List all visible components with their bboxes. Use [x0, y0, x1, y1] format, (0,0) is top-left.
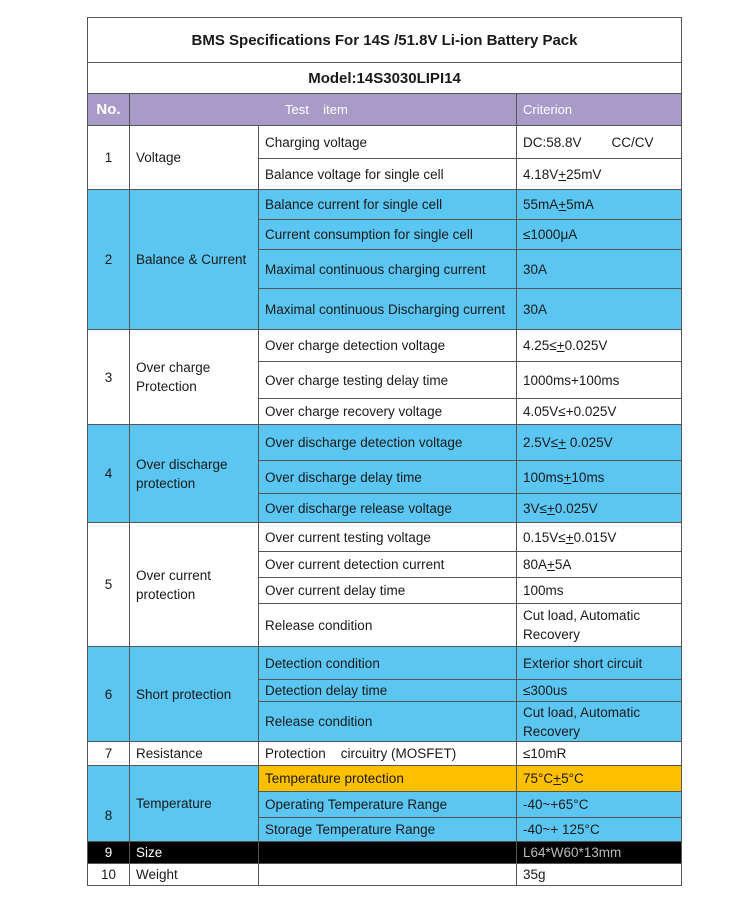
table-row [88, 523, 682, 552]
test-item: Release condition [259, 604, 517, 647]
document-title: BMS Specifications For 14S /51.8V Li-ion Battery Pack [88, 18, 682, 63]
test-item: Detection condition [259, 647, 517, 680]
table-row [88, 742, 682, 766]
bms-spec-table [87, 17, 681, 886]
table-row [88, 425, 682, 461]
criterion-value: 1000ms+100ms [517, 362, 682, 399]
row-number: 2 [88, 190, 130, 330]
row-number: 5 [88, 523, 130, 647]
table-row [88, 647, 682, 680]
criterion-value: 75°C+5°C [517, 766, 682, 792]
test-item: Balance voltage for single cell [259, 159, 517, 190]
criterion-value: 4.25≤+0.025V [517, 330, 682, 362]
test-item: Current consumption for single cell [259, 220, 517, 250]
criterion-value: 0.15V≤+0.015V [517, 523, 682, 552]
criterion-value: Cut load, Automatic Recovery [517, 702, 682, 742]
test-item: Over charge testing delay time [259, 362, 517, 399]
header-criterion: Criterion [517, 94, 682, 126]
header-row [88, 94, 682, 126]
test-item: Over current testing voltage [259, 523, 517, 552]
criterion-value: Exterior short circuit [517, 647, 682, 680]
category-label: Over discharge protection [130, 425, 259, 523]
test-item: Over charge detection voltage [259, 330, 517, 362]
row-number: 8 [88, 766, 130, 842]
category-label: Temperature [130, 766, 259, 842]
criterion-value: 30A [517, 289, 682, 330]
row-number: 3 [88, 330, 130, 425]
category-label: Balance & Current [130, 190, 259, 330]
category-label: Weight [130, 864, 259, 886]
criterion-value: 100ms+10ms [517, 461, 682, 494]
category-label: Short protection [130, 647, 259, 742]
criterion-value: 55mA+5mA [517, 190, 682, 220]
table-row [88, 330, 682, 362]
row-number: 4 [88, 425, 130, 523]
test-item: Protection circuitry (MOSFET) [259, 742, 517, 766]
row-number: 10 [88, 864, 130, 886]
category-label: Resistance [130, 742, 259, 766]
test-item [259, 842, 517, 864]
row-number: 6 [88, 647, 130, 742]
criterion-value: 3V≤+0.025V [517, 494, 682, 523]
criterion-value: DC:58.8V CC/CV [517, 126, 682, 159]
header-no: No. [88, 94, 130, 126]
criterion-value: 35g [517, 864, 682, 886]
criterion-value: ≤10mR [517, 742, 682, 766]
criterion-value: 4.05V≤+0.025V [517, 399, 682, 425]
test-item: Over discharge release voltage [259, 494, 517, 523]
table-row [88, 766, 682, 792]
criterion-value: Cut load, Automatic Recovery [517, 604, 682, 647]
test-item: Storage Temperature Range [259, 818, 517, 842]
category-label: Over current protection [130, 523, 259, 647]
criterion-value: 4.18V+25mV [517, 159, 682, 190]
table-row [88, 126, 682, 159]
criterion-value: 100ms [517, 578, 682, 604]
test-item [259, 864, 517, 886]
test-item: Detection delay time [259, 680, 517, 702]
test-item: Balance current for single cell [259, 190, 517, 220]
test-item: Over discharge delay time [259, 461, 517, 494]
test-item: Over current delay time [259, 578, 517, 604]
test-item: Operating Temperature Range [259, 792, 517, 818]
test-item: Maximal continuous charging current [259, 250, 517, 289]
category-label: Voltage [130, 126, 259, 190]
test-item: Over charge recovery voltage [259, 399, 517, 425]
criterion-value: -40~+ 125°C [517, 818, 682, 842]
row-number: 9 [88, 842, 130, 864]
test-item: Temperature protection [259, 766, 517, 792]
model-number: Model:14S3030LIPI14 [88, 63, 682, 94]
test-item: Over current detection current [259, 552, 517, 578]
category-label: Over charge Protection [130, 330, 259, 425]
criterion-value: 80A+5A [517, 552, 682, 578]
row-number: 7 [88, 742, 130, 766]
model-row [88, 63, 682, 94]
criterion-value: L64*W60*13mm [517, 842, 682, 864]
table-row [88, 864, 682, 886]
row-number: 1 [88, 126, 130, 190]
test-item: Maximal continuous Discharging current [259, 289, 517, 330]
test-item: Over discharge detection voltage [259, 425, 517, 461]
criterion-value: -40~+65°C [517, 792, 682, 818]
criterion-value: 2.5V≤+ 0.025V [517, 425, 682, 461]
table-row [88, 842, 682, 864]
criterion-value: ≤300us [517, 680, 682, 702]
test-item: Charging voltage [259, 126, 517, 159]
title-row [88, 18, 682, 63]
header-test-item: Test item [130, 94, 517, 126]
criterion-value: ≤1000μA [517, 220, 682, 250]
table-row [88, 190, 682, 220]
criterion-value: 30A [517, 250, 682, 289]
category-label: Size [130, 842, 259, 864]
test-item: Release condition [259, 702, 517, 742]
